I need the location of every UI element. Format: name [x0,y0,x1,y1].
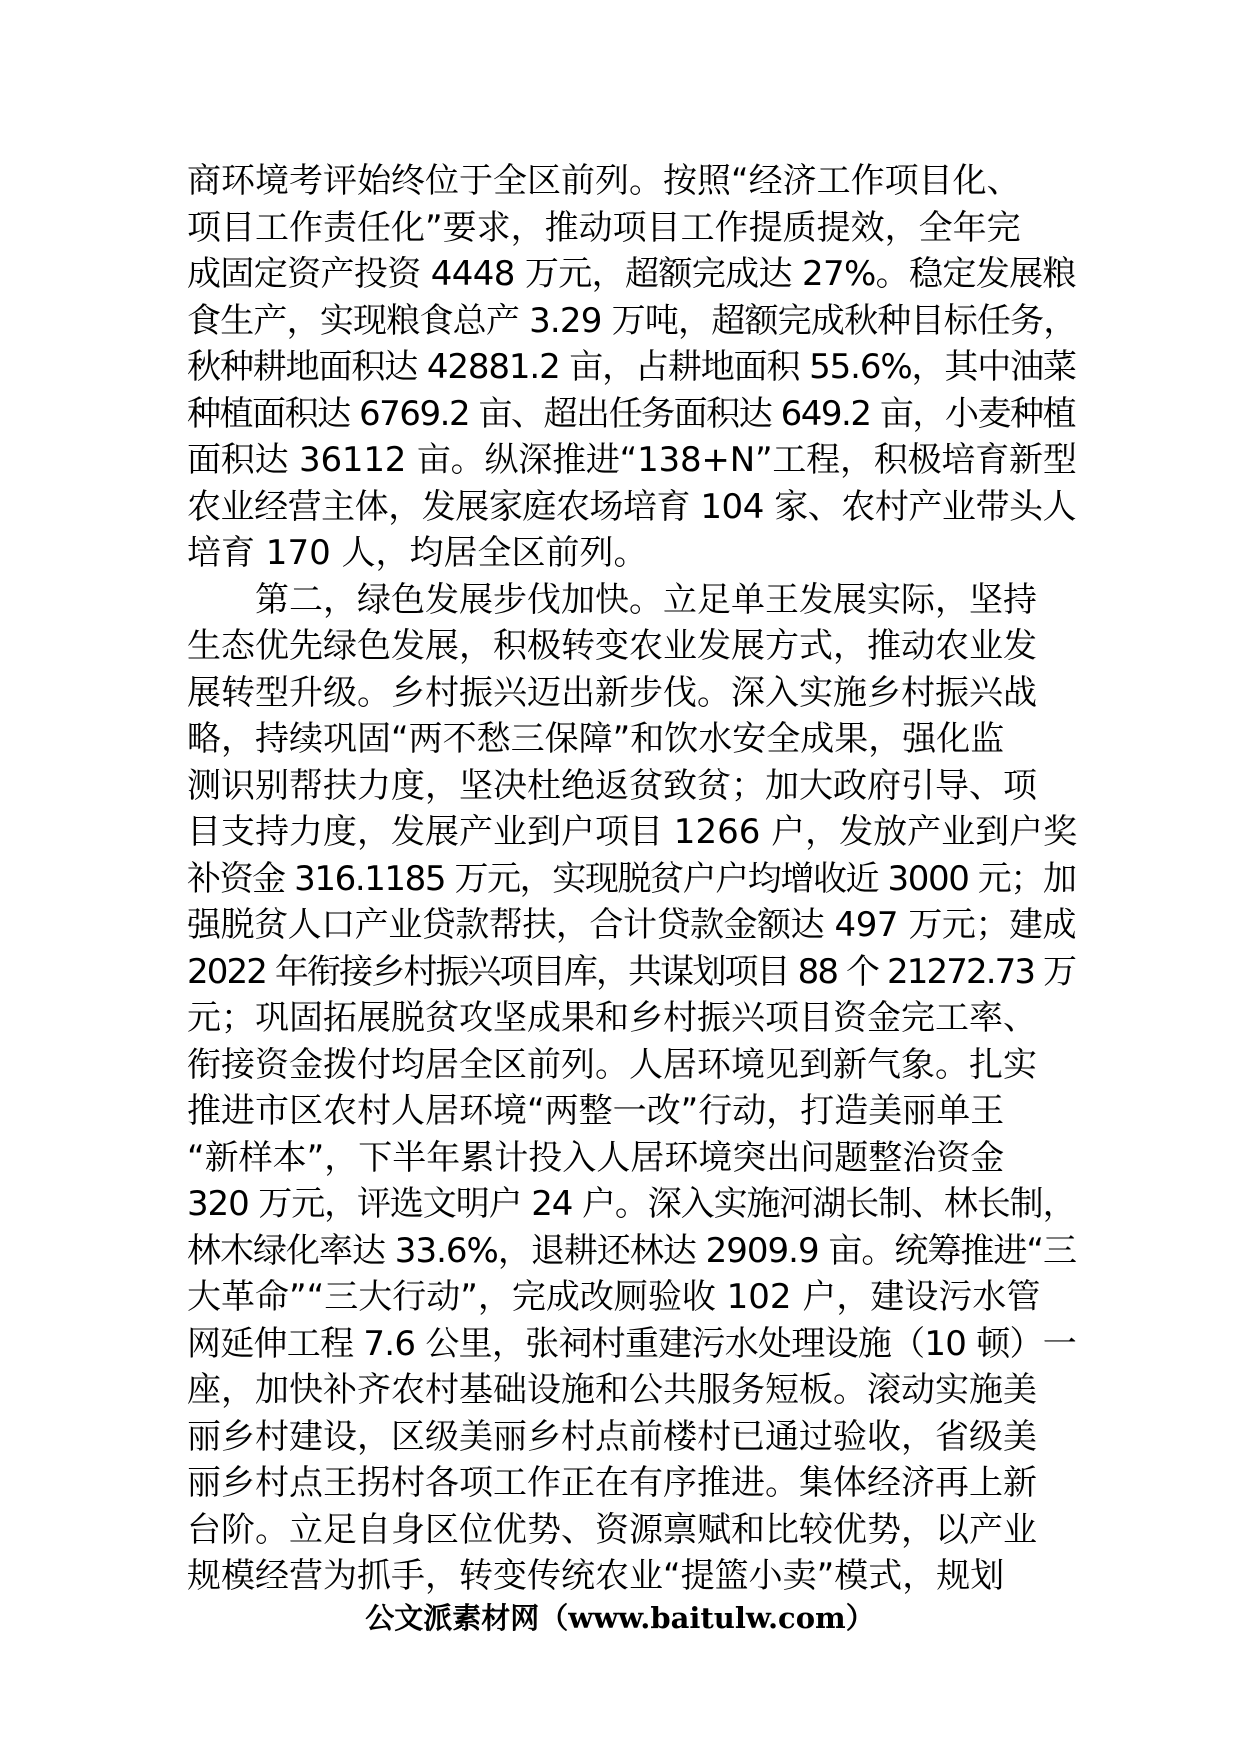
text-line: 网延伸工程 7.6 公里，张祠村重建污水处理设施（10 顿）一 [187,1323,1077,1364]
text-line: 强脱贫人口产业贷款帮扶，合计贷款金额达 497 万元；建成 [187,905,1077,945]
text-line: 食生产，实现粮食总产 3.29 万吨，超额完成秋种目标任务， [187,300,1077,341]
body-text [187,158,1077,1600]
text-line: 座，加快补齐农村基础设施和公共服务短板。滚动实施美 [187,1370,1037,1410]
text-line: 丽乡村点王拐村各项工作正在有序推进。集体经济再上新 [187,1463,1037,1503]
text-line: 320 万元，评选文明户 24 户。深入实施河湖长制、林长制， [187,1184,1076,1224]
text-line: 第二，绿色发展步伐加快。立足单王发展实际，坚持 [255,579,1037,620]
text-line: 2022 年衔接乡村振兴项目库，共谋划项目 88 个 21272.73 万 [187,951,1076,992]
text-line: 补资金 316.1185 万元，实现脱贫户户均增收近 3000 元；加 [187,858,1076,899]
text-line: 目支持力度，发展产业到户项目 1266 户，发放产业到户奖 [187,812,1078,852]
text-line: “新样本”，下半年累计投入人居环境突出问题整治资金 [187,1137,1005,1178]
text-line: 秋种耕地面积达 42881.2 亩，占耕地面积 55.6%，其中油菜 [187,347,1076,387]
text-line: 规模经营为抓手，转变传统农业“提篮小卖”模式，规划 [187,1556,1005,1596]
text-line: 略，持续巩固“两不愁三保障”和饮水安全成果，强化监 [187,719,1005,759]
text-line: 农业经营主体，发展家庭农场培育 104 家、农村产业带头人 [187,486,1077,527]
text-line: 培育 170 人，均居全区前列。 [187,533,648,573]
text-line: 种植面积达 6769.2 亩、超出任务面积达 649.2 亩，小麦种植 [187,393,1076,434]
text-line: 台阶。立足自身区位优势、资源禀赋和比较优势，以产业 [187,1509,1037,1550]
text-line: 面积达 36112 亩。纵深推进“138+N”工程，积极培育新型 [187,440,1077,480]
text-line: 商环境考评始终位于全区前列。按照“经济工作项目化、 [187,161,1021,201]
text-line: 元；巩固拓展脱贫攻坚成果和乡村振兴项目资金完工率、 [187,998,1037,1038]
text-line: 大革命”“三大行动”，完成改厕验收 102 户，建设污水管 [187,1277,1041,1317]
text-line: 推进市区农村人居环境“两整一改”行动，打造美丽单王 [187,1091,1005,1131]
text-line: 测识别帮扶力度，坚决杜绝返贫致贫；加大政府引导、项 [187,765,1037,806]
footer-watermark: 公文派素材网（www.baitulw.com） [365,1601,875,1635]
text-line: 项目工作责任化”要求，推动项目工作提质提效，全年完 [187,207,1021,248]
text-line: 展转型升级。乡村振兴迈出新步伐。深入实施乡村振兴战 [187,672,1037,713]
text-line: 衔接资金拨付均居全区前列。人居环境见到新气象。扎实 [187,1044,1037,1085]
text-line: 丽乡村建设，区级美丽乡村点前楼村已通过验收，省级美 [187,1416,1037,1457]
text-line: 林木绿化率达 33.6%，退耕还林达 2909.9 亩。统筹推进“三 [187,1230,1077,1271]
text-line: 生态优先绿色发展，积极转变农业发展方式，推动农业发 [187,626,1037,666]
text-line: 成固定资产投资 4448 万元，超额完成达 27%。稳定发展粮 [187,254,1076,294]
